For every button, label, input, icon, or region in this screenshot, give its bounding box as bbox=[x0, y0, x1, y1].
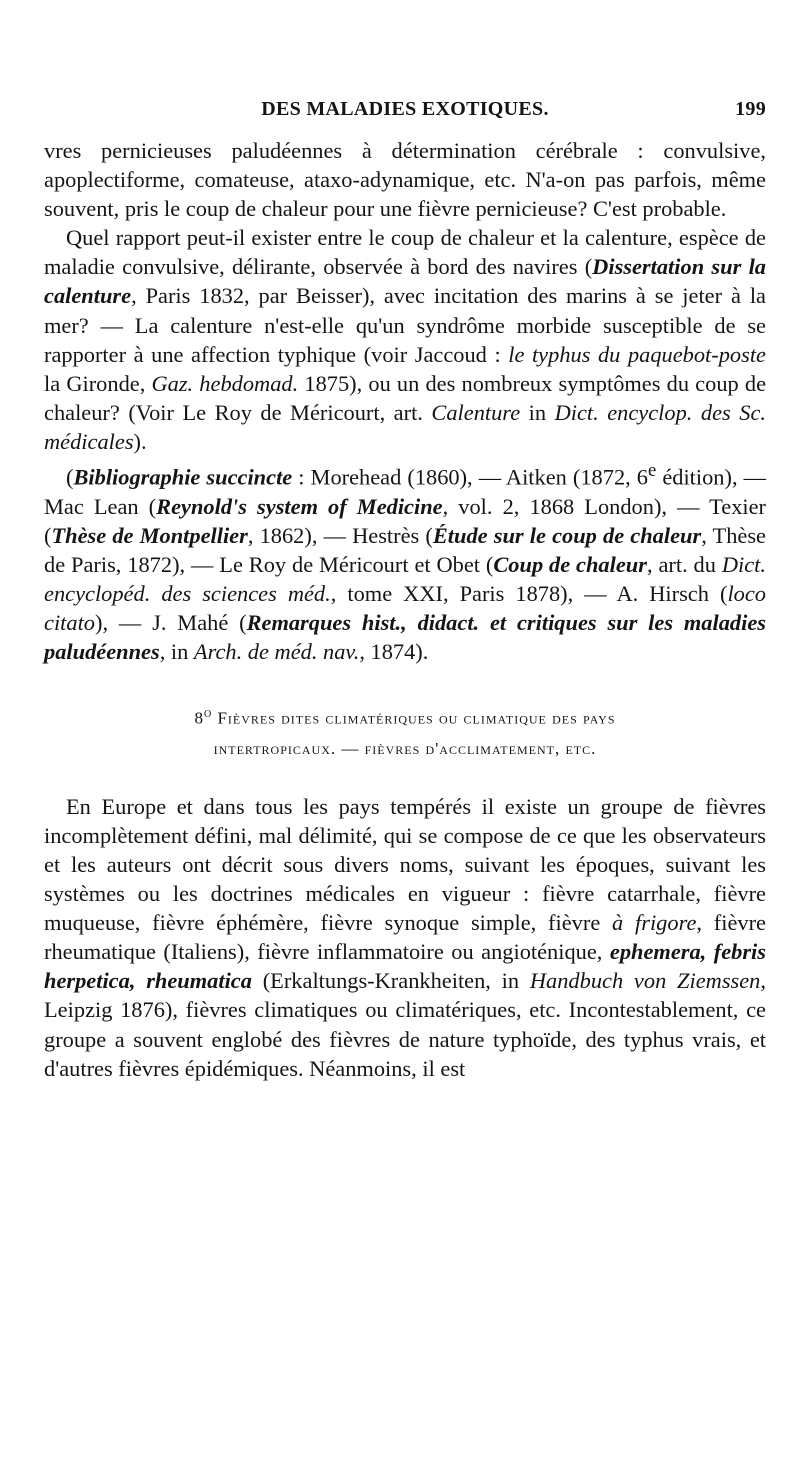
latin-term: à frigore bbox=[612, 910, 697, 936]
latin-term: ephemera, febris herpetica, rheumatica bbox=[44, 939, 766, 994]
citation-title: Handbuch von Ziemssen bbox=[529, 968, 761, 994]
citation-title: le typhus du paquebot-poste bbox=[508, 341, 766, 367]
bibliography-paragraph: (Bibliographie succincte : Morehead (1860), — Aitken (1872, 6e édition), — Mac Lean (Reynold's system of Medicine, vol. 2, 1868 London), — Texier (Thèse de Montpellier, 1862), — Hestrès (Étude sur le coup de chaleur, Thèse de Paris, 1872), — Le Roy de Méricourt et Obet (Coup de chaleur, art. du Dict. encyclopéd. des sciences méd., tome XXI, Paris 1878), — A. Hirsch (loco citato), — J. Mahé (Remarques hist., didact. et critiques sur les maladies paludéennes, in Arch. de méd. nav., 1874). bbox=[44, 460, 767, 665]
paragraph-4: En Europe et dans tous les pays tempérés il existe un groupe de fièvres incomplètement défini, mal délimité, qui se compose de ce que les observateurs et les auteurs ont décrit sous divers noms, suivant les époques, suivant les systèmes ou les doctrines médicales en vigueur : fièvre catarrhale, fièvre muqueuse, fièvre éphémère, fièvre synoque simple, fièvre à frigore, fièvre rheumatique (Italiens), fièvre inflammatoire ou angioténique, ephemera, febris herpetica, rheumatica (Erkaltungs-Krankheiten, in Handbuch von Ziemssen, Leipzig 1876), fièvres climatiques ou climatériques, etc. Incontestablement, ce groupe a souvent englobé des fièvres de nature typhoïde, des typhus vrais, et d'autres fièvres épidémiques. Néanmoins, il est bbox=[44, 793, 766, 1081]
citation-title: Étude sur le coup de chaleur bbox=[432, 522, 702, 548]
citation-title: Thèse de Montpellier bbox=[51, 522, 248, 548]
page-number: 199 bbox=[735, 98, 766, 120]
citation-journal: Dict. encyclopéd. des sciences méd. bbox=[44, 551, 766, 606]
citation-journal: Dict. encyclop. des Sc. médicales bbox=[44, 399, 766, 454]
citation-title: Reynold's system of Medicine bbox=[156, 493, 443, 519]
citation-title: Dissertation sur la calenture bbox=[44, 254, 767, 309]
running-header bbox=[44, 98, 766, 128]
bibliography-label: Bibliographie succincte bbox=[73, 464, 293, 490]
citation-title: Remarques hist., didact. et critiques sur les maladies paludéennes bbox=[44, 609, 766, 665]
citation-title: Calenture bbox=[431, 399, 521, 425]
running-title: DES MALADIES EXOTIQUES. bbox=[261, 98, 549, 120]
paragraph-2: Quel rapport peut-il exister entre le coup de chaleur et la calenture, espèce de maladie convulsive, délirante, observée à bord des navires (Dissertation sur la calenture, Paris 1832, par Beisser), avec incitation des marins à se jeter à la mer? — La calenture n'est-elle qu'un syndrôme morbide susceptible de se rapporter à une affection typhique (voir Jaccoud : le typhus du paquebot-poste la Gironde, Gaz. hebdomad. 1875), ou un des nombreux symptômes du coup de chaleur? (Voir Le Roy de Méricourt, art. Calenture in Dict. encyclop. des Sc. médicales). bbox=[44, 225, 767, 454]
citation-journal: Arch. de méd. nav. bbox=[193, 639, 360, 665]
citation-journal: Gaz. hebdomad. bbox=[151, 370, 299, 396]
section-heading-line-1: 8$^o$ Fièvres dites climatériques ou climatique des pays bbox=[194, 705, 616, 728]
paragraph-1: vres pernicieuses paludéennes à détermination cérébrale : convulsive, apoplectiforme, comateuse, ataxo-adynamique, etc. N'a-on pas parfois, même souvent, pris le coup de chaleur pour une fièvre pernicieuse? C'est probable. bbox=[44, 138, 766, 222]
citation-title: loco citato bbox=[44, 580, 766, 635]
citation-title: Coup de chaleur bbox=[493, 551, 647, 577]
section-heading-line-2: intertropicaux. — fièvres d'acclimatement, etc. bbox=[213, 738, 597, 758]
section-heading bbox=[54, 698, 756, 764]
page-body bbox=[44, 136, 766, 1083]
